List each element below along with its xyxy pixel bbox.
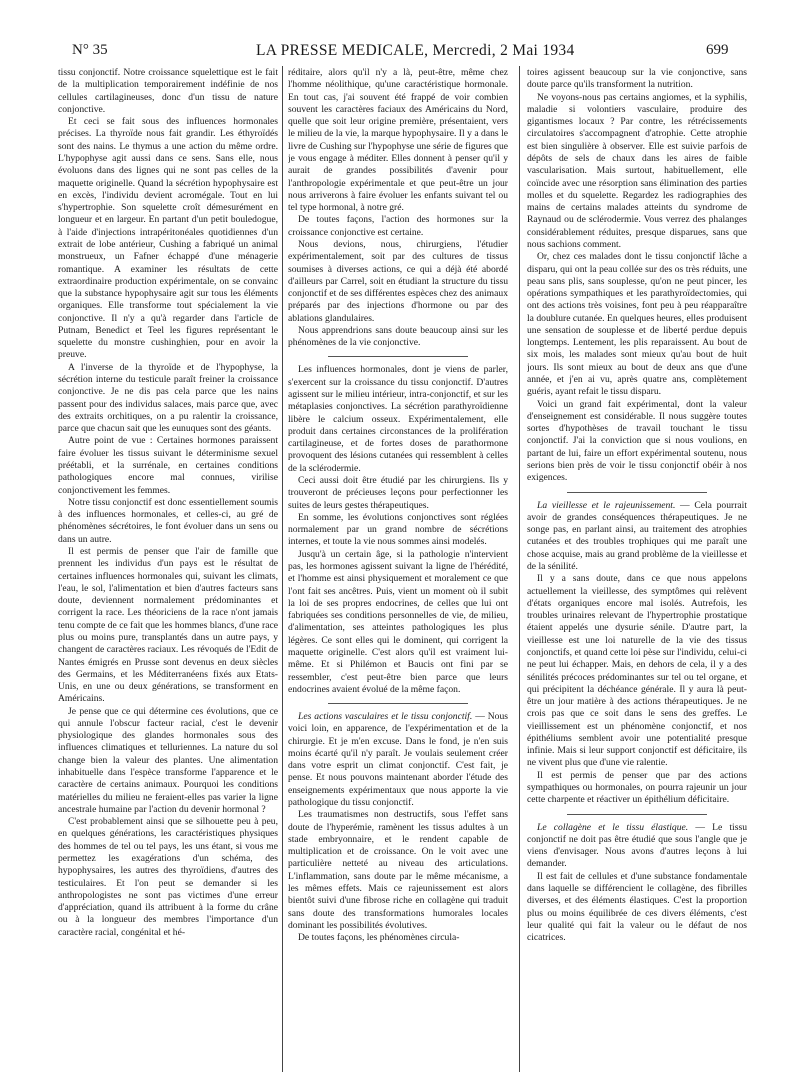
column-2 xyxy=(288,67,508,1079)
paragraph: Nous devions, nous, chirurgiens, l'étudier expérimentalement, soit par des cultures de tissus soumises à diverses actions, ce qui a déjà été abordé d'ailleurs par Carrel, soit en étudiant la structure du tissu conjonctif et de ses différentes espèces chez des animaux préparés par des injections d'hormone ou par des ablations glandulaires. xyxy=(288,238,508,324)
paragraph: De toutes façons, l'action des hormones sur la croissance conjonctive est certaine. xyxy=(288,214,508,238)
paragraph: Ceci aussi doit être étudié par les chirurgiens. Ils y trouveront de précieuses leçons pour perfectionner les suites de leurs gestes thérapeutiques. xyxy=(288,475,508,511)
column-1 xyxy=(58,67,278,1079)
section-divider xyxy=(328,703,468,704)
paragraph: Et ceci se fait sous des influences hormonales précises. La thyroïde nous fait grandir. Les éthyroïdés sont des nains. Le thymus a une action du même ordre. L'hypophyse agit aussi dans ce sens. Sans elle, nous évoluons dans des lignes qui ne sont pas celles de la maquette originelle. Quand la sécrétion hypophysaire est en excès, l'individu devient acromégale. Tout en lui s'hypertrophie. Son squelette croît démesurément en longueur et en largeur. En partant d'un petit bouledogue, à l'aide d'injections intrapéritonéales quotidiennes d'un extrait de lobe antérieur, Cushing a fabriqué un animal monstrueux, un Fafner échappé d'une ménagerie romantique. A examiner les résultats de cette extraordinaire production expérimentale, on se convainc que la substance hypophysaire agit sur tous les éléments organiques. Elle transforme tout spécialement la vie conjonctive. Il n'y a qu'à regarder dans l'article de Putnam, Benedict et Teel les figures représentant le squelette du monstre cushinghien, pour en avoir la preuve. xyxy=(58,116,278,361)
page-header xyxy=(0,0,800,62)
paragraph: Les traumatismes non destructifs, sous l'effet sans doute de l'hyperémie, ramènent les tissus adultes à un stade embryonnaire, et le rendent capable de multiplication et de croissance. On le voit avec une particulière netteté au niveau des articulations. L'inflammation, sans doute par le même mécanisme, a les mêmes effets. Mais ce rajeunissement est alors bientôt suivi d'une fibrose riche en collagène qui traduit sans doute des transformations humorales locales dominant les possibilités évolutives. xyxy=(288,809,508,931)
section-heading-paragraph: Le collagène et le tissu élastique. — Le tissu conjonctif ne doit pas être étudié que sous l'angle que je viens d'envisager. Nous avons d'autres leçons à lui demander. xyxy=(527,821,747,870)
column-divider xyxy=(282,66,283,1072)
section-divider xyxy=(328,356,468,357)
column-3 xyxy=(527,67,747,1079)
paragraph: Autre point de vue : Certaines hormones paraissent faire évoluer les tissus suivant le déterminisme sexuel préétabli, et la surrénale, en certaines conditions pathologiques encore mal connues, virilise conjonctivement les femmes. xyxy=(58,435,278,496)
paragraph: Jusqu'à un certain âge, si la pathologie n'intervient pas, les hormones agissent suivant la ligne de l'hérédité, et l'homme est ainsi physiquement et moralement ce que l'ont fait ses ancêtres. Puis, vient un moment où il subit la loi de ses propres endocrines, de celles que lui ont fabriquées ses conditions personnelles de vie, de milieu, d'alimentation, ses atteintes pathologiques les plus légères. Ce sont elles qui le dominent, qui corrigent la maquette originelle. C'est alors qu'il est vraiment lui-même. Et si Philémon et Baucis ont fini par se ressembler, c'est peut-être bien parce que leurs endocrines avaient évolué de la même façon. xyxy=(288,548,508,695)
paragraph: toires agissent beaucoup sur la vie conjonctive, sans doute parce qu'ils transforment la nutrition. xyxy=(527,67,747,91)
paragraph: En somme, les évolutions conjonctives sont réglées normalement par un grand nombre de sécrétions internes, et toute la vie nous sommes ainsi modelés. xyxy=(288,511,508,548)
section-heading-paragraph: La vieillesse et le rajeunissement. — Cela pourrait avoir de grandes conséquences thérapeutiques. Je ne songe pas, en parlant ainsi, au traitement des atrophies cutanées et des troubles trophiques qui me paraît une chose acquise, mais au grand problème de la vieillesse et de la sénilité. xyxy=(527,499,747,572)
paragraph: réditaire, alors qu'il n'y a là, peut-être, même chez l'homme néolithique, qu'une caractéristique hormonale. En tout cas, j'ai souvent été frappé de voir combien souvent les caractères faciaux des Américains du Nord, quelle que soit leur origine première, présentaient, vers le milieu de la vie, la marque hypophysaire. Il y a dans le livre de Cushing sur l'hypophyse une série de figures que je vous engage à méditer. Elles donnent à penser qu'il y aurait de grandes possibilités d'avenir pour l'anthropologie expérimentale et que peut-être un jour nous arriverons à faire évoluer les enfants suivant tel ou tel type hormonal, à notre gré. xyxy=(288,67,508,214)
section-divider xyxy=(567,814,707,815)
page-number: 699 xyxy=(706,42,729,58)
paragraph: Il est permis de penser que par des actions sympathiques ou hormonales, on pourra rajeunir un jour cette charpente et réactiver un épithélium déficitaire. xyxy=(527,769,747,806)
paragraph: tissu conjonctif. Notre croissance squelettique est le fait de la multiplication temporairement indéfinie de nos cellules cartilagineuses, donc d'un tissu de nature conjonctive. xyxy=(58,67,278,115)
paragraph: Voici un grand fait expérimental, dont la valeur d'enseignement est considérable. Il nous suggère toutes sortes d'hypothèses de travail touchant le tissu conjonctif. J'ai la conviction que si nous voulions, en partant de lui, faire un effort expérimental soutenu, nous serions bien près de voir le tissu conjonctif obéir à nos exigences. xyxy=(527,398,747,484)
paragraph: Nous apprendrions sans doute beaucoup ainsi sur les phénomènes de la vie conjonctive. xyxy=(288,324,508,349)
paragraph: Il est fait de cellules et d'une substance fondamentale dans laquelle se différencient le collagène, des fibrilles diverses, et des éléments élastiques. C'est la proportion plus ou moins équilibrée de ces divers éléments, c'est leur qualité qui fait la valeur ou le défaut de nos cicatrices. xyxy=(527,870,747,944)
paragraph: Ne voyons-nous pas certains angiomes, et la syphilis, maladie si volontiers vasculaire, produire des gigantismes locaux ? Par contre, les rétrécissements circulatoires s'accompagnent d'atrophie. Cette atrophie est bien singulière à observer. Elle est suivie parfois de dépôts de sels de chaux dans les aires de faible vascularisation. Mais surtout, habituellement, elle coïncide avec une résorption sans élimination des parties molles et du squelette. Regardez les radiographies des mains de certains malades atteints du syndrome de Raynaud ou de sclérodermie. Vous verrez des phalanges considérablement réduites, presque disparues, sans que nous sachions comment. xyxy=(527,91,747,250)
paragraph: A l'inverse de la thyroïde et de l'hypophyse, la sécrétion interne du testicule paraît freiner la croissance conjonctive. Je ne dis pas cela parce que les nains passent pour des individus salaces, mais parce que, avec des extraits orchitiques, on a pu ralentir la croissance, parce que chacun sait que les eunuques sont des géants. xyxy=(58,361,278,435)
section-divider xyxy=(567,492,707,493)
paragraph: Or, chez ces malades dont le tissu conjonctif lâche a disparu, qui ont la peau collée sur des os très réduits, une peau sans plis, sans souplesse, qu'on ne peut pincer, les opérations sympathiques et les parathyroïdectomies, qui ont des actions très voisines, font peu à peu réapparaître la doublure cutanée. En quelques heures, elles produisent une sensation de souplesse et de liberté perdue depuis longtemps. Lentement, les plis reparaissent. Au bout de six mois, les malades sont mieux qu'au bout de huit jours. Ils sont mieux au bout de deux ans que d'une année, et j'en ai vu, après quatre ans, complètement guéris, ayant refait le tissu disparu. xyxy=(527,251,747,398)
paragraph: Notre tissu conjonctif est donc essentiellement soumis à des influences hormonales, et celles-ci, au gré de phénomènes sécrétoires, le font évoluer dans un sens ou dans un autre. xyxy=(58,496,278,545)
paragraph: Il y a sans doute, dans ce que nous appelons actuellement la vieillesse, des symptômes qui relèvent d'états organiques encore mal isolés. Autrefois, les troubles urinaires relevant de l'hypertrophie prostatique étaient appelés une dysurie sénile. D'autre part, la vieillesse est une loi naturelle de la vie des tissus conjonctifs, et quand cette loi pèse sur l'individu, celui-ci ne peut lui échapper. Mais, en dehors de cela, il y a des sénilités précoces prédominantes sur tel ou tel organe, et qui précipitent la déchéance générale. Il y aura là peut-être un jour matière à des actions thérapeutiques. Je ne crois pas que ce soit dans le sens des greffes. Le vieillissement est un phénomène conjonctif, et nos épithéliums semblent avoir une potentialité presque infinie. Mais si leur support conjonctif est déficitaire, ils ne vivent plus que d'une vie ralentie. xyxy=(527,573,747,769)
paragraph: C'est probablement ainsi que se silhouette peu à peu, en quelques générations, les caractéristiques physiques des hommes de tel ou tel pays, les uns étant, si vous me permettez les exagérations d'un schéma, des hypophysaires, les autres des thyroïdiens, d'autres des testiculaires. Et l'on peut se demander si les anthropologistes ne sont pas victimes d'une erreur d'appréciation, quand ils attribuent à la forme du crâne ou à la longueur des membres l'importance d'un caractère racial, congénital et hé- xyxy=(58,816,278,938)
paragraph: De toutes façons, les phénomènes circula- xyxy=(298,932,460,944)
paragraph: Il est permis de penser que l'air de famille que prennent les individus d'un pays est le résultat de certaines influences hormonales qui, suivant les climats, l'eau, le sol, l'alimentation et bien d'autres facteurs sans doute, deviennent normalement prédominantes et corrigent la race. Les théoriciens de la race n'ont jamais tenu compte de ce fait que les hommes blancs, d'une race plus ou moins pure, transplantés dans un autre pays, y changent de caractères raciaux. Les révoqués de l'Edit de Nantes émigrés en Prusse sont devenus en deux siècles des Germains, et les Méditerranéens fixés aux Etats-Unis, en une ou deux générations, se transforment en Américains. xyxy=(58,545,278,705)
paragraph: Les influences hormonales, dont je viens de parler, s'exercent sur la croissance du tissu conjonctif. D'autres agissent sur le milieu intérieur, intra-conjonctif, et sur les métaplasies conjonctives. La sécrétion parathyroïdienne libère le calcium osseux. Expérimentalement, elle produit dans certaines circonstances de la prolifération cartilagineuse, et de fortes doses de parathormone provoquent des lésions cutanées qui ressemblent à celles de la sclérodermie. xyxy=(288,364,508,474)
issue-number: N° 35 xyxy=(72,42,108,58)
column-divider xyxy=(519,66,520,1072)
paragraph: Je pense que ce qui détermine ces évolutions, que ce qui annule l'obscur facteur racial, c'est le devenir physiologique des glandes hormonales sous des influences climatiques et telluriennes. La nature du sol change bien la valeur des plantes. Une alimentation inhabituelle dans l'espèce transforme l'apparence et le caractère de certains animaux. Pourquoi les conditions matérielles du milieu ne feraient-elles pas varier la ligne ancestrale humaine par l'action du devenir hormonal ? xyxy=(58,705,278,815)
section-heading-paragraph: Les actions vasculaires et le tissu conjonctif. — Nous voici loin, en apparence, de l'expérimentation et de la chirurgie. Et je m'en excuse. Dans le fond, je n'en suis moins écarté qu'il n'y paraît. Je voulais seulement créer dans votre esprit un climat conjonctif. C'est fait, je pense. Et nous pouvons maintenant aborder l'étude des enseignements expérimentaux que nous apporte la vie pathologique du tissu conjonctif. xyxy=(288,711,508,809)
journal-title: LA PRESSE MEDICALE, Mercredi, 2 Mai 1934 xyxy=(256,42,575,59)
